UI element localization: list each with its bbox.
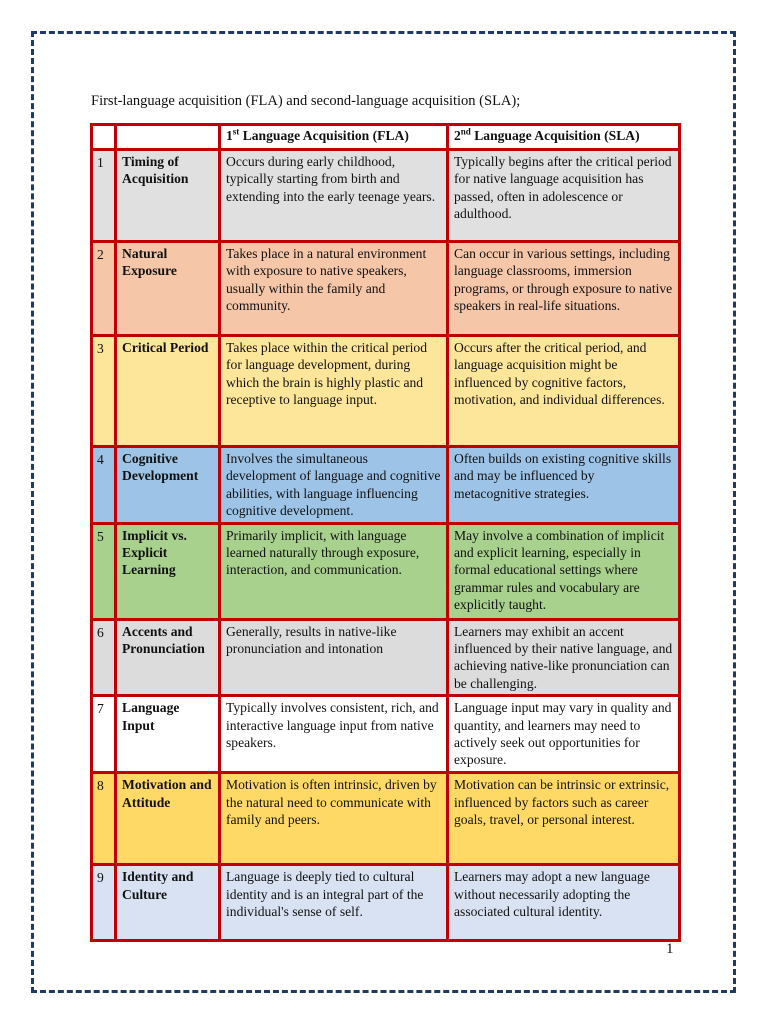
table-row <box>92 696 680 773</box>
row-label: Motivation and Attitude <box>116 773 220 865</box>
fla-cell: Motivation is often intrinsic, driven by the natural need to communicate with family and peers. <box>220 773 448 865</box>
page-number: 1 <box>666 941 674 957</box>
header-number-cell <box>92 125 116 150</box>
header-sla: 2nd Language Acquisition (SLA) <box>448 125 680 150</box>
sla-cell: May involve a combination of implicit and explicit learning, especially in formal educational settings where grammar rules and vocabulary are explicitly taught. <box>448 523 680 619</box>
row-label: Accents and Pronunciation <box>116 619 220 696</box>
row-number: 4 <box>92 447 116 524</box>
table-row <box>92 150 680 242</box>
fla-cell: Primarily implicit, with language learned naturally through exposure, interaction, and communication. <box>220 523 448 619</box>
row-label: Natural Exposure <box>116 242 220 336</box>
fla-cell: Occurs during early childhood, typically starting from birth and extending into the early teenage years. <box>220 150 448 242</box>
row-label: Critical Period <box>116 336 220 447</box>
row-number: 7 <box>92 696 116 773</box>
sla-cell: Can occur in various settings, including language classrooms, immersion programs, or through exposure to native speakers in real-life situations. <box>448 242 680 336</box>
sla-cell: Typically begins after the critical period for native language acquisition has passed, often in adolescence or adulthood. <box>448 150 680 242</box>
row-label: Language Input <box>116 696 220 773</box>
fla-cell: Takes place in a natural environment with exposure to native speakers, usually within the family and community. <box>220 242 448 336</box>
row-label: Identity and Culture <box>116 865 220 941</box>
fla-cell: Typically involves consistent, rich, and interactive language input from native speakers. <box>220 696 448 773</box>
comparison-table <box>90 123 681 942</box>
sla-cell: Learners may exhibit an accent influenced by their native language, and achieving native-like pronunciation can be challenging. <box>448 619 680 696</box>
sla-cell: Occurs after the critical period, and language acquisition might be influenced by cognitive factors, motivation, and individual differences. <box>448 336 680 447</box>
table-row <box>92 447 680 524</box>
fla-cell: Language is deeply tied to cultural identity and is an integral part of the individual's sense of self. <box>220 865 448 941</box>
row-label: Cognitive Development <box>116 447 220 524</box>
table-row <box>92 773 680 865</box>
table-row <box>92 865 680 941</box>
table-row <box>92 619 680 696</box>
fla-cell: Generally, results in native-like pronunciation and intonation <box>220 619 448 696</box>
header-fla: 1st Language Acquisition (FLA) <box>220 125 448 150</box>
intro-text: First-language acquisition (FLA) and second-language acquisition (SLA); <box>91 93 521 109</box>
table-row <box>92 336 680 447</box>
fla-cell: Involves the simultaneous development of language and cognitive abilities, with language influencing cognitive development. <box>220 447 448 524</box>
row-label: Implicit vs. Explicit Learning <box>116 523 220 619</box>
sla-cell: Motivation can be intrinsic or extrinsic, influenced by factors such as career goals, travel, or personal interest. <box>448 773 680 865</box>
table-row <box>92 523 680 619</box>
row-number: 2 <box>92 242 116 336</box>
sla-cell: Often builds on existing cognitive skills and may be influenced by metacognitive strategies. <box>448 447 680 524</box>
row-label: Timing of Acquisition <box>116 150 220 242</box>
row-number: 8 <box>92 773 116 865</box>
header-row <box>92 125 680 150</box>
fla-cell: Takes place within the critical period for language development, during which the brain is highly plastic and receptive to language input. <box>220 336 448 447</box>
table-row <box>92 242 680 336</box>
sla-cell: Language input may vary in quality and quantity, and learners may need to actively seek out opportunities for exposure. <box>448 696 680 773</box>
sla-cell: Learners may adopt a new language without necessarily adopting the associated cultural identity. <box>448 865 680 941</box>
header-label-cell <box>116 125 220 150</box>
row-number: 5 <box>92 523 116 619</box>
row-number: 1 <box>92 150 116 242</box>
row-number: 9 <box>92 865 116 941</box>
row-number: 3 <box>92 336 116 447</box>
row-number: 6 <box>92 619 116 696</box>
